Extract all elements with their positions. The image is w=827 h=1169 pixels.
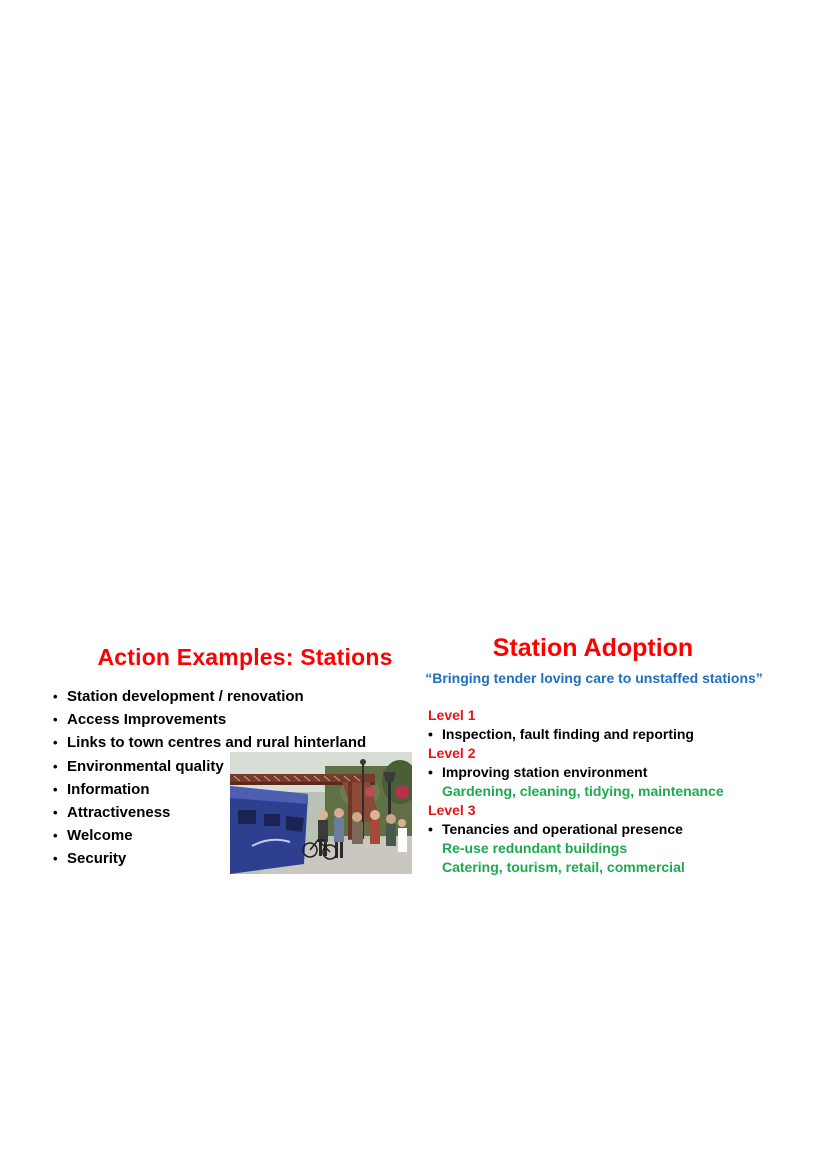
station-adoption-title: Station Adoption — [492, 634, 694, 662]
list-item: • Welcome — [53, 824, 366, 847]
station-platform-photo — [230, 752, 412, 874]
level-1-item: • Inspection, fault finding and reporting — [428, 725, 798, 744]
list-item: • Station development / renovation — [53, 685, 366, 708]
level-3-detail: Catering, tourism, retail, commercial — [442, 859, 685, 875]
list-item: • Attractiveness — [53, 801, 366, 824]
level-3-detail: Re-use redundant buildings — [442, 840, 628, 856]
action-examples-slide — [40, 630, 420, 880]
level-2-heading: Level 2 — [428, 745, 476, 761]
level-3-item: • Tenancies and operational presence — [428, 820, 798, 839]
list-item: • Security — [53, 847, 366, 870]
action-examples-title: Action Examples: Stations — [97, 644, 393, 670]
list-item: • Access Improvements — [53, 708, 366, 731]
station-adoption-subtitle: “Bringing tender loving care to unstaffed stations” — [425, 670, 763, 686]
station-platform-illustration — [230, 752, 412, 874]
adoption-levels — [428, 706, 798, 877]
level-2-detail: Gardening, cleaning, tidying, maintenance — [442, 783, 724, 799]
list-item: • Information — [53, 778, 366, 801]
list-item: • Environmental quality — [53, 755, 366, 778]
station-adoption-slide — [414, 630, 794, 880]
level-2-item: • Improving station environment — [428, 763, 798, 782]
level-1-heading: Level 1 — [428, 707, 476, 723]
list-item: • Links to town centres and rural hinterland — [53, 731, 366, 754]
level-3-heading: Level 3 — [428, 802, 476, 818]
